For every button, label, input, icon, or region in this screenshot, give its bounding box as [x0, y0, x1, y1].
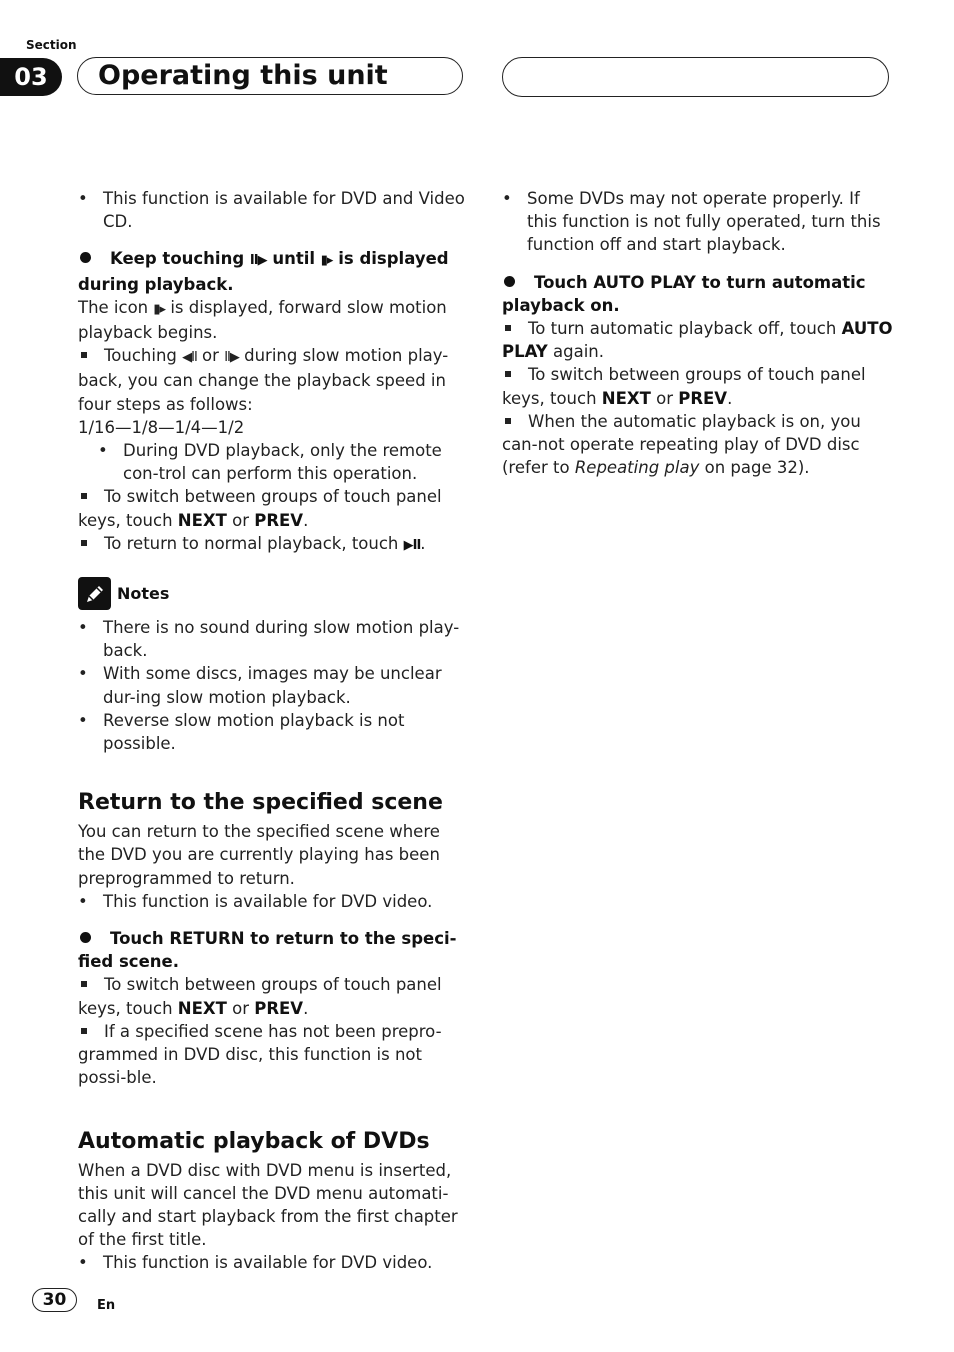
step-dot-icon — [80, 252, 91, 263]
list-item: • This function is available for DVD video. — [78, 891, 433, 911]
heading-return-scene: Return to the specified scene — [78, 790, 443, 816]
slow-reverse-icon: ◀II — [182, 350, 197, 366]
note-item: When the automatic playback is on, you can-not operate repeating play of DVD disc (refer to Repeating play on page 32). — [502, 411, 861, 478]
section-number-badge: 03 — [0, 58, 62, 96]
step-dot-icon — [80, 932, 91, 943]
square-bullet-icon — [81, 493, 87, 499]
list-item: • Some DVDs may not operate properly. If this function is not fully operated, turn this function off and start playback. — [502, 189, 881, 255]
step-return: Touch RETURN to return to the speci-fied scene. — [78, 929, 457, 972]
header-right-frame — [502, 57, 889, 97]
cross-reference-link[interactable]: Repeating play — [574, 458, 700, 478]
note-item: Touching ◀II or II▶ during slow motion play-back, you can change the playback speed in four steps as follows: — [78, 346, 449, 414]
slow-motion-display-icon: ▮▸ — [153, 301, 166, 317]
section-label: Section — [26, 38, 77, 52]
step-slow-motion: Keep touching II▶ until ▮▸ is displayed during playback. — [78, 249, 449, 294]
square-bullet-icon — [81, 1028, 87, 1034]
slow-motion-description: The icon ▮▸ is displayed, forward slow motion playback begins. — [78, 297, 447, 343]
square-bullet-icon — [505, 371, 511, 377]
notes-label: Notes — [117, 583, 170, 603]
heading-auto-playback: Automatic playback of DVDs — [78, 1128, 430, 1154]
speed-steps: 1/16—1/8—1/4—1/2 — [78, 417, 245, 437]
list-item: • Reverse slow motion playback is not possible. — [78, 710, 405, 754]
square-bullet-icon — [505, 325, 511, 331]
step-auto-play: Touch AUTO PLAY to turn automatic playback on. — [502, 272, 866, 315]
return-scene-body: You can return to the specified scene where the DVD you are currently playing has been preprogrammed to return. — [78, 822, 440, 888]
page-number: 30 — [32, 1288, 77, 1312]
play-pause-icon: ▶II — [403, 537, 421, 553]
square-bullet-icon — [505, 418, 511, 424]
left-column — [78, 187, 468, 1275]
slow-forward-icon: II▶ — [224, 350, 239, 366]
note-item: If a specified scene has not been prepro-grammed in DVD disc, this function is not possi-ble. — [78, 1021, 442, 1088]
slow-forward-icon: II▶ — [249, 253, 267, 269]
list-item: • There is no sound during slow motion play-back. — [78, 618, 460, 661]
square-bullet-icon — [81, 981, 87, 987]
notes-header — [78, 577, 468, 610]
square-bullet-icon — [81, 352, 87, 358]
note-item: To return to normal playback, touch ▶II. — [78, 532, 468, 557]
step-dot-icon — [504, 276, 515, 287]
page-title: Operating this unit — [98, 60, 388, 91]
pencil-note-icon — [78, 577, 111, 610]
list-item: • This function is available for DVD video. — [78, 1253, 433, 1273]
list-item: • With some discs, images may be unclear dur-ing slow motion playback. — [78, 664, 442, 707]
list-item: • This function is available for DVD and Video CD. — [78, 189, 465, 232]
note-item: To switch between groups of touch panel keys, touch NEXT or PREV. — [78, 487, 442, 530]
slow-motion-display-icon: ▮▸ — [320, 253, 333, 269]
note-item: To switch between groups of touch panel keys, touch NEXT or PREV. — [78, 975, 442, 1018]
note-item: To switch between groups of touch panel keys, touch NEXT or PREV. — [502, 365, 866, 408]
list-item: • During DVD playback, only the remote con-trol can perform this operation. — [98, 441, 442, 484]
note-item: To turn automatic playback off, touch AUTO PLAY again. — [502, 319, 893, 362]
square-bullet-icon — [81, 540, 87, 546]
right-column — [502, 187, 894, 479]
auto-playback-body: When a DVD disc with DVD menu is inserted, this unit will cancel the DVD menu automati-cally and start playback from the first chapter of the first title. — [78, 1160, 458, 1250]
language-code: En — [97, 1298, 116, 1313]
